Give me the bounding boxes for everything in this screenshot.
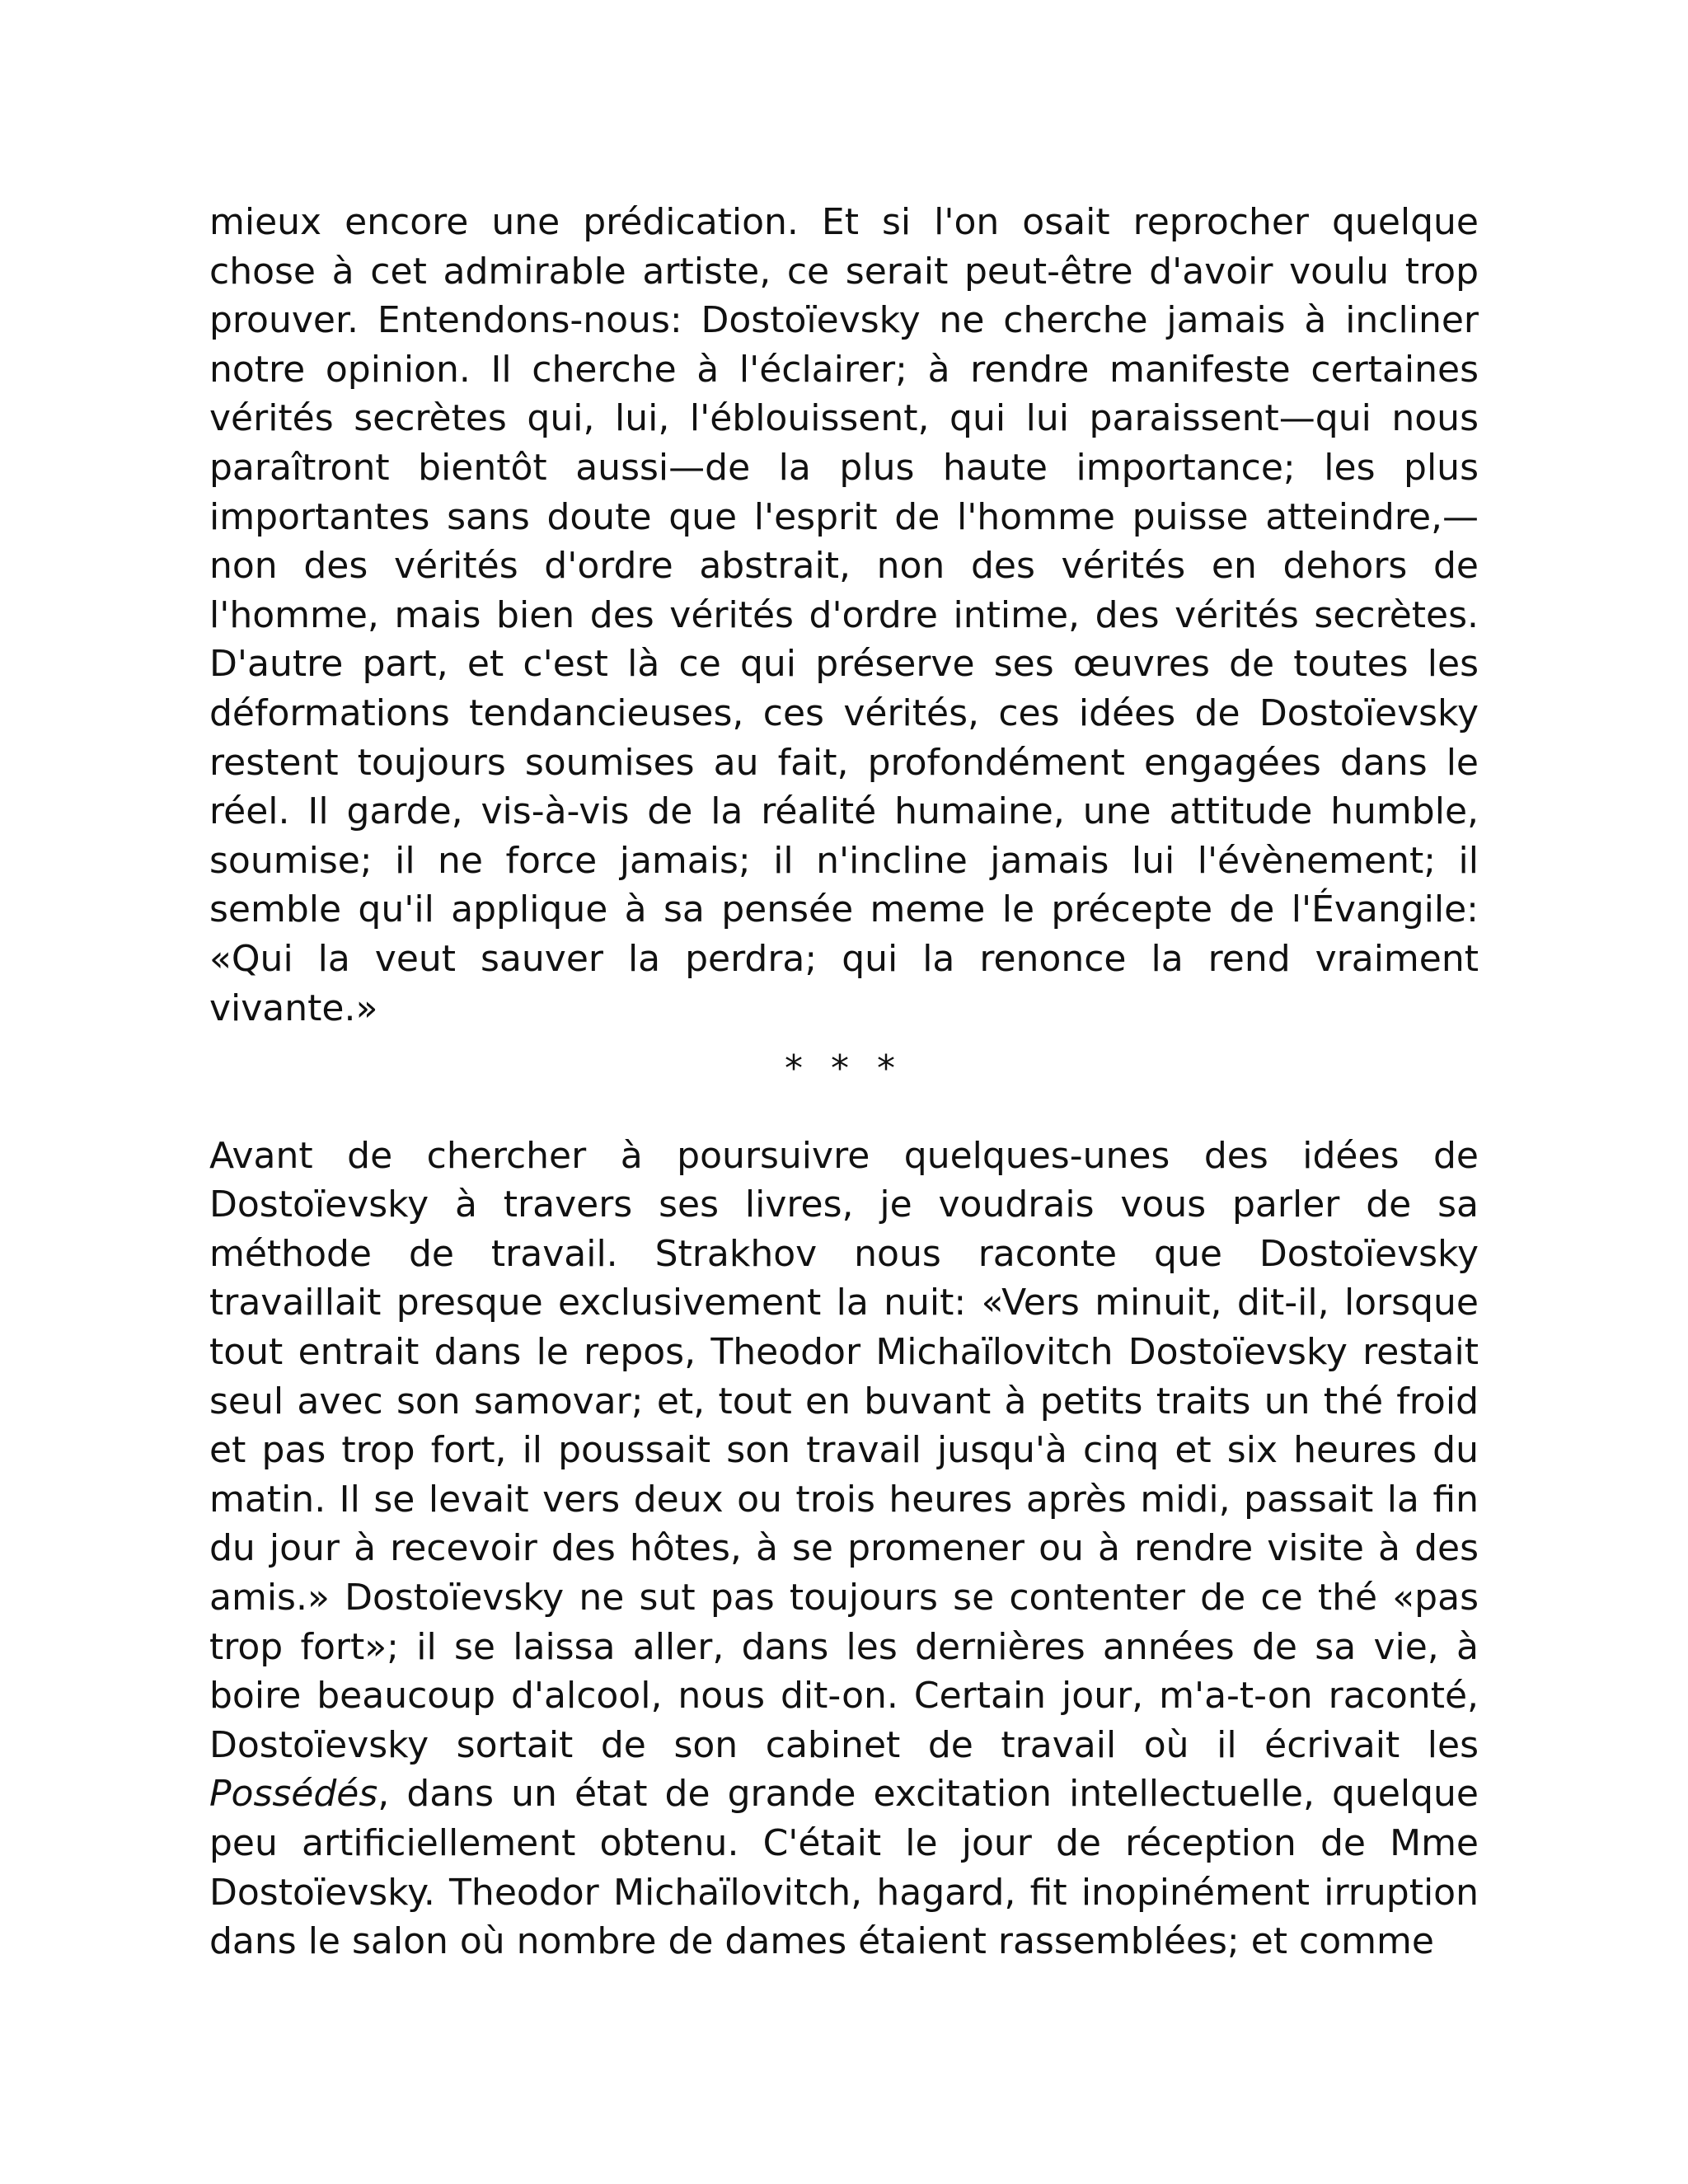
document-page: [209, 198, 1479, 1966]
paragraph-1: mieux encore une prédication. Et si l'on osait reprocher quelque chose à cet admirable artiste, ce serait peut-être d'avoir voulu trop prouver. Entendons-nous: Dostoïevsky ne cherche jamais à incliner notre opinion. Il cherche à l'éclairer; à rendre manifeste certaines vérités secrètes qui, lui, l'éblouissent, qui lui paraissent—qui nous paraîtront bientôt aussi—de la plus haute importance; les plus importantes sans doute que l'esprit de l'homme puisse atteindre,—non des vérités d'ordre abstrait, non des vérités en dehors de l'homme, mais bien des vérités d'ordre intime, des vérités secrètes. D'autre part, et c'est là ce qui préserve ses œuvres de toutes les déformations tendancieuses, ces vérités, ces idées de Dostoïevsky restent toujours soumises au fait, profondément engagées dans le réel. Il garde, vis-à-vis de la réalité humaine, une attitude humble, soumise; il ne force jamais; il n'incline jamais lui l'évènement; il semble qu'il applique à sa pensée meme le précepte de l'Évangile: «Qui la veut sauver la perdra; qui la renonce la rend vraiment vivante.»: [209, 201, 1479, 1029]
section-separator: * * *: [785, 1047, 903, 1090]
book-title-italic: Possédés: [209, 1773, 378, 1816]
paragraph-2-text-end: , dans un état de grande excitation intellectuelle, quelque peu artificiellement obtenu. C'était le jour de réception de Mme Dostoïevsky. Theodor Michaïlovitch, hagard, fit inopinément irruption dans le salon où nombre de dames étaient rassemblées; et comme: [209, 1773, 1479, 1963]
paragraph-2-text-start: Avant de chercher à poursuivre quelques-unes des idées de Dostoïevsky à travers ses livres, je voudrais vous parler de sa méthode de travail. Strakhov nous raconte que Dostoïevsky travaillait presque exclusivement la nuit: «Vers minuit, dit-il, lorsque tout entrait dans le repos, Theodor Michaïlovitch Dostoïevsky restait seul avec son samovar; et, tout en buvant à petits traits un thé froid et pas trop fort, il poussait son travail jusqu'à cinq et six heures du matin. Il se levait vers deux ou trois heures après midi, passait la fin du jour à recevoir des hôtes, à se promener ou à rendre visite à des amis.» Dostoïevsky ne sut pas toujours se contenter de ce thé «pas trop fort»; il se laissa aller, dans les dernières années de sa vie, à boire beaucoup d'alcool, nous dit-on. Certain jour, m'a-t-on raconté, Dostoïevsky sortait de son cabinet de travail où il écrivait les: [209, 1134, 1479, 1766]
paragraph-2: [209, 1132, 1479, 1966]
